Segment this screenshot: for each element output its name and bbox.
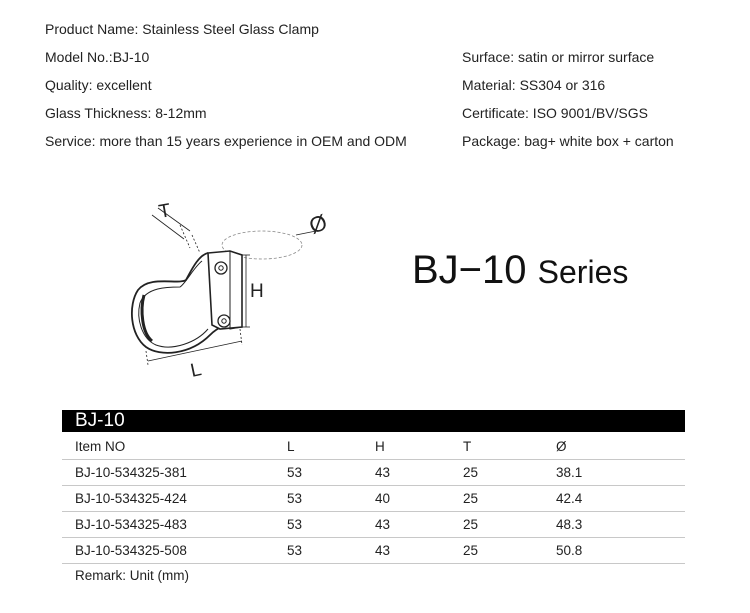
cell-l: 53 [287,491,303,506]
series-title [412,246,628,296]
cell-t: 25 [463,517,479,532]
cell-t: 25 [463,465,479,480]
cell-l: 53 [287,543,303,558]
cell-item-no: BJ-10-534325-483 [75,517,187,532]
spec-model-no: Model No.:BJ-10 [45,49,150,65]
series-suffix: Series [537,254,629,290]
table-header-row [62,434,685,460]
header-item-no: Item NO [75,439,126,454]
table-title-bar [62,410,685,432]
spec-product-name: Product Name: Stainless Steel Glass Clamp [45,21,319,37]
cell-h: 40 [375,491,391,506]
cell-diameter: 38.1 [556,465,583,480]
cell-diameter: 50.8 [556,543,583,558]
table-row [62,512,685,538]
cell-h: 43 [375,543,391,558]
dimension-h-label: H [250,281,264,302]
header-l: L [287,439,295,454]
cell-diameter: 42.4 [556,491,583,506]
cell-h: 43 [375,517,391,532]
header-diameter: Ø [556,439,567,454]
spec-package: Package: bag+ white box + carton [462,133,674,149]
spec-surface: Surface: satin or mirror surface [462,49,655,65]
cell-l: 53 [287,465,303,480]
remark-unit: Remark: Unit (mm) [75,568,189,583]
header-t: T [463,439,472,454]
cell-h: 43 [375,465,391,480]
series-code: BJ−10 [412,248,527,292]
dimension-t-label: T [157,200,173,223]
cell-diameter: 48.3 [556,517,583,532]
table-row [62,538,685,564]
cell-item-no: BJ-10-534325-508 [75,543,187,558]
table-title: BJ-10 [75,410,125,431]
spec-certificate: Certificate: ISO 9001/BV/SGS [462,105,648,121]
header-h: H [375,439,385,454]
spec-service: Service: more than 15 years experience in OEM and ODM [45,133,407,149]
spec-material: Material: SS304 or 316 [462,77,606,93]
cell-t: 25 [463,491,479,506]
cell-item-no: BJ-10-534325-424 [75,491,187,506]
cell-item-no: BJ-10-534325-381 [75,465,187,480]
dimension-l-label: L [188,359,204,382]
table-row [62,460,685,486]
spec-quality: Quality: excellent [45,77,152,93]
spec-glass-thickness: Glass Thickness: 8-12mm [45,105,207,121]
table-row [62,486,685,512]
clamp-technical-drawing [120,195,365,390]
dimension-diameter-label: Ø [305,209,331,239]
cell-l: 53 [287,517,303,532]
cell-t: 25 [463,543,479,558]
